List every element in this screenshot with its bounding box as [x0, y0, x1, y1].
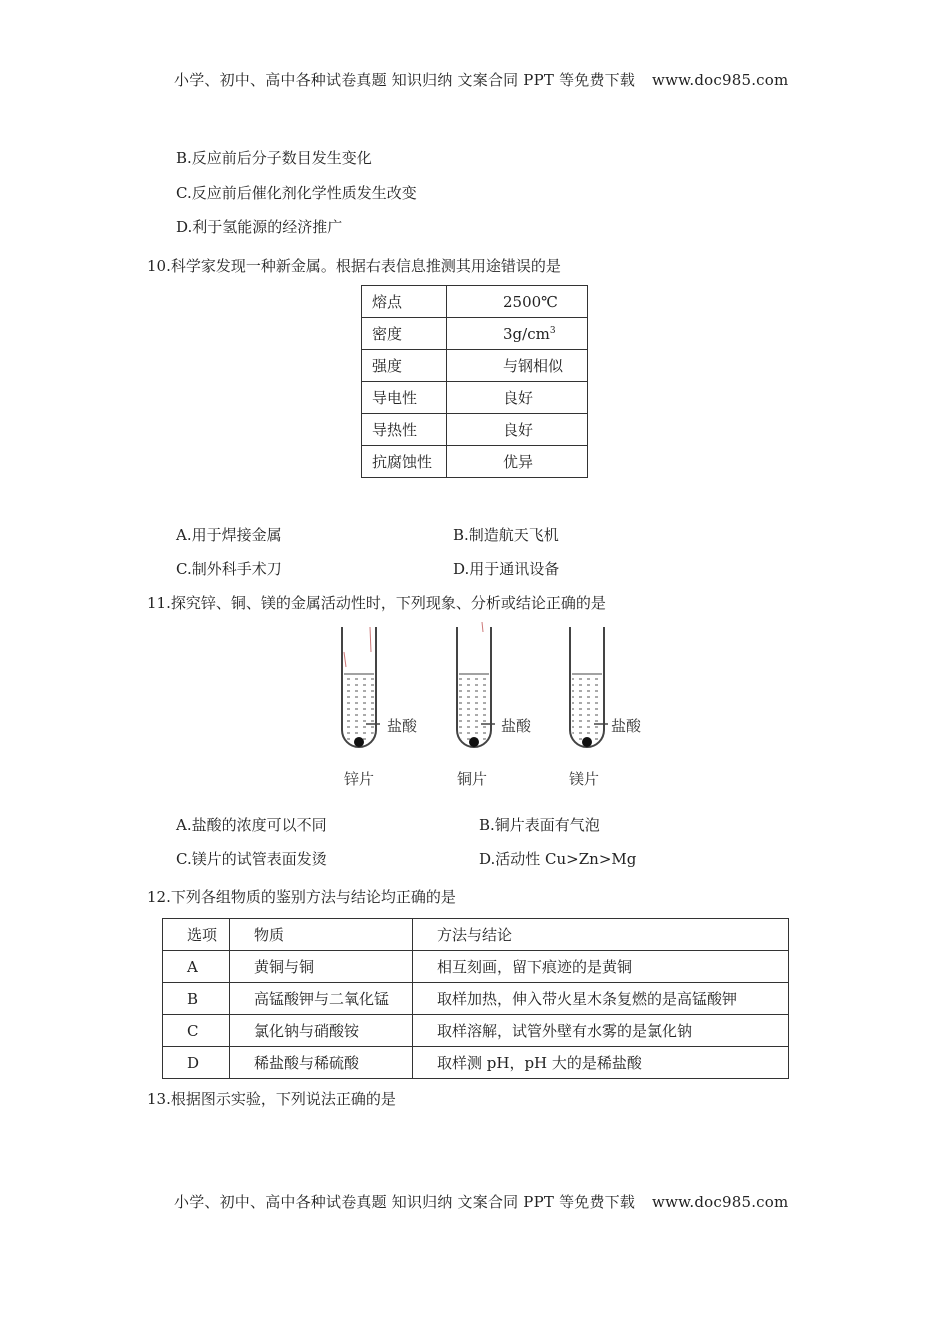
table-cell: 导热性 [362, 414, 447, 446]
q11-option-c: C.镁片的试管表面发烫 [176, 850, 327, 868]
table-cell: 黄铜与铜 [230, 951, 413, 983]
table-cell: C [163, 1015, 230, 1047]
tube1-metal-label: 锌片 [344, 770, 375, 788]
table-cell: 密度 [362, 318, 447, 350]
q10-option-b: B.制造航天飞机 [453, 526, 559, 544]
table-row [362, 286, 588, 318]
tube2-metal-label: 铜片 [457, 770, 488, 788]
table-row [163, 951, 789, 983]
q11-option-d: D.活动性 Cu>Zn>Mg [479, 850, 637, 868]
q10-stem: 10.科学家发现一种新金属。根据右表信息推测其用途错误的是 [147, 257, 561, 275]
table-row [163, 1015, 789, 1047]
header-text: 小学、初中、高中各种试卷真题 知识归纳 文案合同 PPT 等免费下载 [174, 71, 636, 89]
table-cell [447, 318, 588, 350]
zinc-piece [354, 737, 364, 747]
table-cell: 相互刻画，留下痕迹的是黄铜 [413, 951, 789, 983]
q9-option-d: D.利于氢能源的经济推广 [176, 218, 343, 236]
table-cell: 稀盐酸与稀硫酸 [230, 1047, 413, 1079]
q10-option-d: D.用于通讯设备 [453, 560, 560, 578]
table-cell: D [163, 1047, 230, 1079]
test-tube-magnesium [570, 627, 608, 747]
table-cell: 取样溶解，试管外壁有水雾的是氯化钠 [413, 1015, 789, 1047]
q9-option-c: C.反应前后催化剂化学性质发生改变 [176, 184, 417, 202]
q11-stem: 11.探究锌、铜、镁的金属活动性时，下列现象、分析或结论正确的是 [147, 594, 606, 612]
magnesium-piece [582, 737, 592, 747]
tube3-metal-label: 镁片 [569, 770, 600, 788]
table-cell: 取样测 pH，pH 大的是稀盐酸 [413, 1047, 789, 1079]
header-site: www.doc985.com [652, 71, 789, 89]
table-cell: 熔点 [362, 286, 447, 318]
table-cell: B [163, 983, 230, 1015]
footer-text: 小学、初中、高中各种试卷真题 知识归纳 文案合同 PPT 等免费下载 [174, 1193, 636, 1211]
table-cell: 良好 [447, 414, 588, 446]
page-header [174, 69, 788, 90]
column-header: 选项 [163, 919, 230, 951]
density-value: 3g/cm [503, 324, 550, 343]
table-cell: 与钢相似 [447, 350, 588, 382]
density-superscript: 3 [549, 325, 556, 336]
table-cell: 氯化钠与硝酸铵 [230, 1015, 413, 1047]
q11-option-a: A.盐酸的浓度可以不同 [176, 816, 327, 834]
copper-piece [469, 737, 479, 747]
table-cell: 抗腐蚀性 [362, 446, 447, 478]
table-cell: 2500℃ [447, 286, 588, 318]
table-cell: 高锰酸钾与二氧化锰 [230, 983, 413, 1015]
q9-option-b: B.反应前后分子数目发生变化 [176, 149, 372, 167]
table-row [163, 1047, 789, 1079]
column-header: 方法与结论 [413, 919, 789, 951]
q11-option-b: B.铜片表面有气泡 [479, 816, 600, 834]
table-cell: 良好 [447, 382, 588, 414]
table-row [362, 318, 588, 350]
tube2-liquid-label: 盐酸 [501, 717, 532, 735]
test-tube-copper [457, 622, 495, 747]
table-cell: 导电性 [362, 382, 447, 414]
column-header: 物质 [230, 919, 413, 951]
q13-stem: 13.根据图示实验，下列说法正确的是 [147, 1090, 396, 1108]
q10-option-c: C.制外科手术刀 [176, 560, 282, 578]
table-cell: 强度 [362, 350, 447, 382]
q12-identification-table [162, 918, 789, 1079]
q10-option-a: A.用于焊接金属 [176, 526, 282, 544]
page-footer [174, 1191, 788, 1212]
q10-property-table [361, 285, 588, 478]
table-row [362, 446, 588, 478]
table-cell: 优异 [447, 446, 588, 478]
table-row [362, 414, 588, 446]
tube3-liquid-label: 盐酸 [611, 717, 642, 735]
table-cell: A [163, 951, 230, 983]
table-cell: 取样加热，伸入带火星木条复燃的是高锰酸钾 [413, 983, 789, 1015]
footer-site: www.doc985.com [652, 1193, 789, 1211]
table-row [362, 382, 588, 414]
test-tube-figure [330, 622, 660, 792]
test-tube-zinc [342, 627, 380, 747]
table-row [163, 983, 789, 1015]
q12-stem: 12.下列各组物质的鉴别方法与结论均正确的是 [147, 888, 456, 906]
table-header-row [163, 919, 789, 951]
table-row [362, 350, 588, 382]
tube1-liquid-label: 盐酸 [387, 717, 418, 735]
